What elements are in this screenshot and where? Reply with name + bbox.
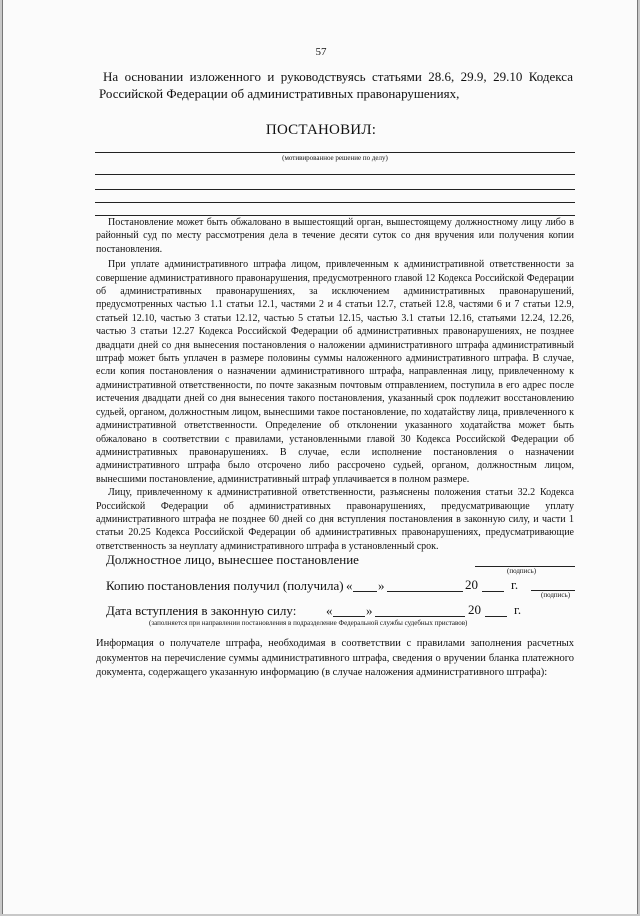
copy-month-field[interactable] — [387, 591, 463, 592]
decision-caption: (мотивированное решение по делу) — [282, 154, 388, 162]
decision-line — [95, 189, 575, 190]
effective-day-field[interactable] — [333, 616, 365, 617]
legal-text-block — [96, 216, 574, 553]
official-signature-caption: (подпись) — [507, 567, 537, 575]
document-page — [2, 0, 638, 914]
copy-day-field[interactable] — [353, 591, 377, 592]
copy-received-label: Копию постановления получил (получила) — [106, 578, 344, 593]
copy-date-close: » — [378, 578, 385, 593]
effective-year-prefix: 20 — [468, 602, 481, 617]
copy-year-suffix: г. — [511, 577, 519, 592]
decision-line — [95, 152, 575, 153]
effective-year-suffix: г. — [514, 602, 522, 617]
effective-date-note: (заполняется при направлении постановления в подразделение Федеральной службы судебных приставов) — [149, 619, 468, 627]
explained-paragraph: Лицу, привлеченному к административной ответственности, разъяснены положения статьи 32.2 Кодекса Российской Федерации об административных правонарушениях, предусматривающие уплату административного штрафа не позднее 60 дней со дня вступления постановления в законную силу, и части 1 статьи 20.25 Кодекса Российской Федерации об административных правонарушениях, предусматривающие ответственность за неуплату административного штрафа в установленный срок. — [96, 487, 574, 552]
official-label: Должностное лицо, вынесшее постановление — [106, 552, 359, 567]
decision-line — [95, 202, 575, 203]
effective-date-open: « — [326, 603, 333, 618]
effective-year-field[interactable] — [485, 616, 507, 617]
intro-paragraph: На основании изложенного и руководствуясь статьями 28.6, 29.9, 29.10 Кодекса Российской Федерации об административных правонарушениях, — [99, 69, 573, 101]
recipient-info-paragraph: Информация о получателе штрафа, необходимая в соответствии с правилами заполнения расчетных документов на перечисление суммы административного штрафа, сведения о вручении бланка платежного документа, содержащего указанную информацию (в случае наложения административного штрафа): — [96, 638, 574, 678]
copy-date-open: « — [346, 578, 353, 593]
decision-heading: ПОСТАНОВИЛ: — [265, 122, 377, 138]
copy-signature-caption: (подпись) — [541, 591, 571, 599]
effective-date-label: Дата вступления в законную силу: — [106, 603, 297, 618]
effective-date-close: » — [366, 603, 373, 618]
payment-paragraph: При уплате административного штрафа лицом, привлеченным к административной ответственности за совершение административного правонарушения, предусмотренного главой 12 Кодекса Российской Федерации об административных правонарушениях, за исключением административных правонарушений, предусмотренных частью 1.1 статьи 12.1, частями 2 и 4 статьи 12.7, статьей 12.8, частями 6 и 7 статьи 12.9, статьей 12.10, частью 3 статьи 12.12, частью 5 статьи 12.15, частью 3.1 статьи 12.16, статьями 12.24, 12.26, частью 3 статьи 12.27 Кодекса Российской Федерации об административных правонарушениях, не позднее двадцати дней со дня вынесения постановления о наложении административного штрафа административный штраф может быть уплачен в размере половины суммы наложенного административного штрафа. В случае, если копия постановления о назначении административного штрафа, направленная лицу, привлеченному к административной ответственности, по почте заказным почтовым отправлением, поступила в его адрес после истечения двадцати дней со дня вынесения такого постановления, указанный срок подлежит восстановлению судьей, органом, должностным лицом, вынесшими такое постановление, по ходатайству лица, привлеченного к административной ответственности. Определение об отклонении указанного ходатайства может быть обжаловано в соответствии с правилами, установленными главой 30 Кодекса Российской Федерации об административных правонарушениях. В случае, если исполнение постановления о назначении административного штрафа было отсрочено либо рассрочено судьей, органом, должностным лицом, вынесшими постановление, административный штраф уплачивается в полном размере. — [96, 259, 574, 485]
effective-month-field[interactable] — [375, 616, 465, 617]
copy-year-field[interactable] — [482, 591, 504, 592]
decision-line — [95, 174, 575, 175]
copy-year-prefix: 20 — [465, 577, 478, 592]
appeal-paragraph: Постановление может быть обжаловано в вышестоящий орган, вышестоящему должностному лицу либо в районный суд по месту рассмотрения дела в течение десяти суток со дня вручения или получения копии постановления. — [96, 217, 574, 255]
page-number: 57 — [315, 46, 327, 58]
